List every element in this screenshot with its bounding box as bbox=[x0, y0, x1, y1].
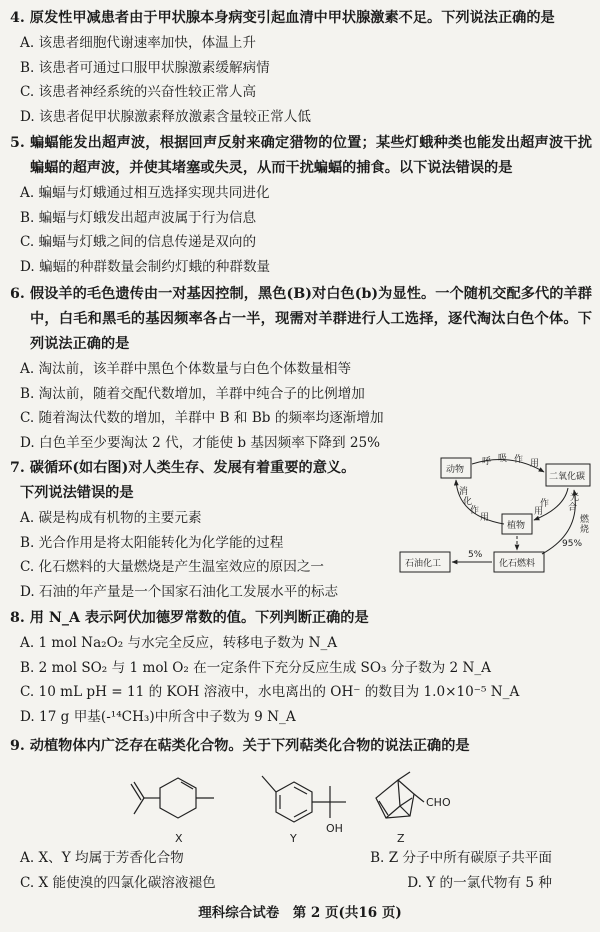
question-9-options bbox=[10, 846, 592, 895]
q5-option-c: C. 蝙蝠与灯蛾之间的信息传递是双向的 bbox=[20, 234, 257, 251]
photo-char-3: 作 bbox=[540, 499, 550, 509]
q6-option-d: D. 白色羊至少要淘汰 2 代，才能使 b 基因频率下降到 25% bbox=[20, 434, 381, 451]
question-6-stem: 6. 假设羊的毛色遗传由一对基因控制，黑色(B)对白色(b)为显性。一个随机交配多代的羊群中，白毛和黑毛的基因频率各占一半，现需对羊群进行人工选择，逐代淘汰白色个体。下列说法正确的是 bbox=[10, 286, 592, 352]
digest-char-3: 作 bbox=[470, 506, 480, 516]
q8-option-c: C. 10 mL pH = 11 的 KOH 溶液中，水电离出的 OH⁻ 的数目为 1.0×10⁻⁵ N_A bbox=[20, 684, 520, 701]
q6-option-c: C. 随着淘汰代数的增加，羊群中 B 和 Bb 的频率均逐渐增加 bbox=[20, 410, 384, 427]
q9-option-b: B. Z 分子中所有碳原子共平面 bbox=[370, 850, 552, 866]
q5-option-a: A. 蝙蝠与灯蛾通过相互选择实现共同进化 bbox=[20, 185, 270, 201]
molecule-y bbox=[262, 776, 346, 822]
respiration-char-1: 呼 bbox=[482, 457, 492, 467]
q8-option-d: D. 17 g 甲基(-¹⁴CH₃)中所含中子数为 9 N_A bbox=[20, 708, 296, 725]
question-7-stem-line2: 下列说法错误的是 bbox=[20, 485, 134, 501]
question-4 bbox=[10, 6, 592, 129]
q4-option-a: A. 该患者细胞代谢速率加快，体温上升 bbox=[20, 35, 256, 51]
digest-char-1: 消 bbox=[459, 487, 469, 497]
label-plant: 植物 bbox=[507, 521, 526, 531]
label-oh: OH bbox=[326, 822, 343, 835]
respiration-char-3: 作 bbox=[514, 455, 524, 465]
q8-option-a: A. 1 mol Na₂O₂ 与水完全反应，转移电子数为 N_A bbox=[20, 635, 338, 651]
q6-option-a: A. 淘汰前，该羊群中黑色个体数量与白色个体数量相等 bbox=[20, 361, 352, 377]
q7-option-b: B. 光合作用是将太阳能转化为化学能的过程 bbox=[20, 534, 284, 551]
digest-char-2: 化 bbox=[463, 497, 473, 507]
label-co2: 二氧化碳 bbox=[549, 472, 586, 482]
label-animal: 动物 bbox=[446, 465, 465, 475]
q5-option-b: B. 蝙蝠与灯蛾发出超声波属于行为信息 bbox=[20, 209, 257, 226]
molecule-x bbox=[131, 778, 214, 818]
q4-option-d: D. 该患者促甲状腺激素释放激素含量较正常人低 bbox=[20, 108, 311, 125]
question-9 bbox=[10, 734, 592, 759]
question-6 bbox=[10, 282, 592, 455]
question-5 bbox=[10, 131, 592, 279]
respiration-char-4: 用 bbox=[530, 459, 540, 469]
label-fossil: 化石燃料 bbox=[499, 559, 536, 569]
label-z: Z bbox=[397, 832, 405, 845]
respiration-char-2: 吸 bbox=[498, 454, 508, 464]
question-8-stem: 8. 用 N_A 表示阿伏加德罗常数的值。下列判断正确的是 bbox=[10, 610, 369, 626]
burn-char-1: 燃 bbox=[580, 515, 590, 525]
question-7-stem-line1: 7. 碳循环(如右图)对人类生存、发展有着重要的意义。 bbox=[10, 460, 356, 476]
q4-option-b: B. 该患者可通过口服甲状腺激素缓解病情 bbox=[20, 59, 270, 76]
carbon-cycle-diagram bbox=[392, 450, 594, 582]
label-x: X bbox=[175, 832, 183, 845]
label-petro: 石油化工 bbox=[405, 559, 442, 569]
q7-option-c: C. 化石燃料的大量燃烧是产生温室效应的原因之一 bbox=[20, 559, 325, 576]
label-pct-petro: 5% bbox=[468, 550, 483, 560]
question-4-stem: 4. 原发性甲减患者由于甲状腺本身病变引起血清中甲状腺激素不足。下列说法正确的是 bbox=[10, 10, 555, 26]
photo-char-1: 光 bbox=[570, 493, 580, 503]
molecule-z bbox=[376, 772, 424, 818]
question-8 bbox=[10, 606, 592, 729]
question-7 bbox=[10, 456, 400, 604]
terpene-structures bbox=[0, 770, 600, 846]
label-pct-burn: 95% bbox=[562, 539, 583, 549]
page-footer: 理科综合试卷 第 2 页(共16 页) bbox=[198, 905, 402, 921]
question-5-stem: 5. 蝙蝠能发出超声波，根据回声反射来确定猎物的位置；某些灯蛾种类也能发出超声波干扰蝙蝠的超声波，并使其堵塞或失灵，从而干扰蝙蝠的捕食。以下说法错误的是 bbox=[10, 135, 592, 176]
q9-option-c: C. X 能使溴的四氯化碳溶液褪色 bbox=[20, 874, 216, 891]
label-cho: CHO bbox=[426, 796, 451, 809]
q5-option-d: D. 蝙蝠的种群数量会制约灯蛾的种群数量 bbox=[20, 258, 271, 275]
digest-char-4: 用 bbox=[480, 513, 490, 523]
q4-option-c: C. 该患者神经系统的兴奋性较正常人高 bbox=[20, 84, 257, 101]
q9-option-d: D. Y 的一氯代物有 5 种 bbox=[407, 874, 552, 891]
q7-option-d: D. 石油的年产量是一个国家石油化工发展水平的标志 bbox=[20, 583, 339, 600]
q8-option-b: B. 2 mol SO₂ 与 1 mol O₂ 在一定条件下充分反应生成 SO₃ 分子数为 2 N_A bbox=[20, 659, 491, 676]
photo-char-4: 用 bbox=[534, 507, 544, 517]
q6-option-b: B. 淘汰前，随着交配代数增加，羊群中纯合子的比例增加 bbox=[20, 385, 365, 402]
burn-char-2: 烧 bbox=[580, 525, 590, 535]
question-9-stem: 9. 动植物体内广泛存在萜类化合物。关于下列萜类化合物的说法正确的是 bbox=[10, 738, 470, 754]
q9-option-a: A. X、Y 均属于芳香化合物 bbox=[20, 850, 184, 866]
photo-char-2: 合 bbox=[568, 503, 578, 513]
label-y: Y bbox=[290, 832, 297, 845]
q7-option-a: A. 碳是构成有机物的主要元素 bbox=[20, 510, 202, 526]
